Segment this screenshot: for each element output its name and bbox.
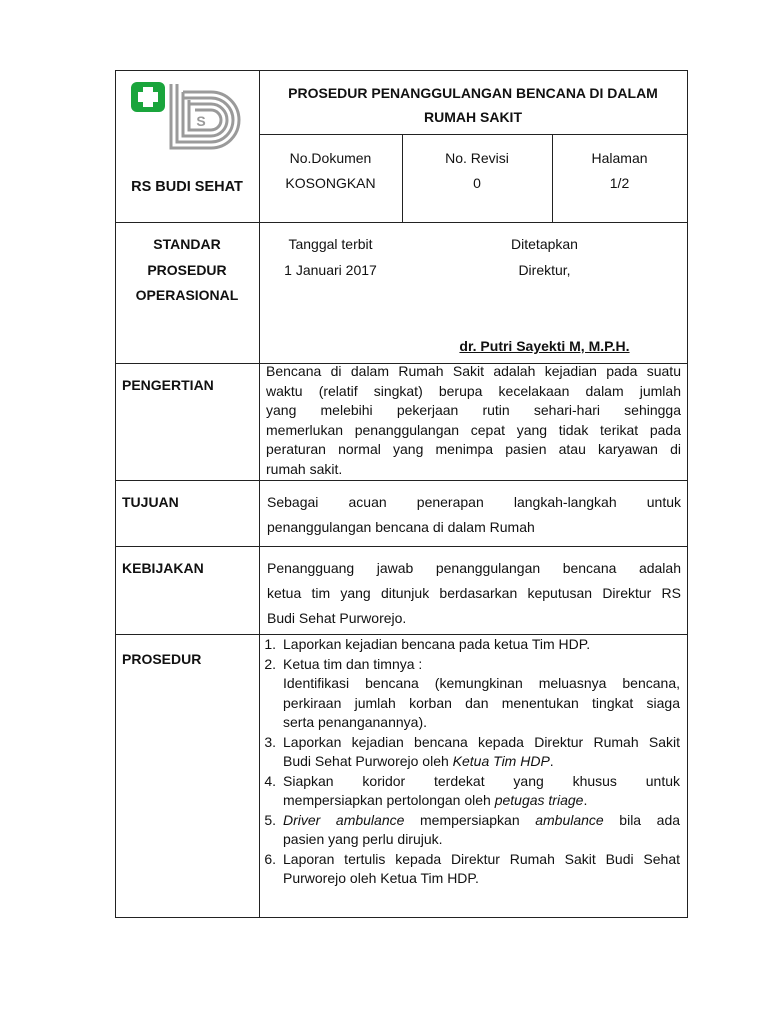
pengertian-text	[266, 362, 681, 479]
pengertian-line: rumah sakit.	[266, 460, 343, 477]
kebijakan-line: Budi Sehat Purworejo.	[267, 610, 407, 626]
page-value: 1/2	[609, 175, 630, 191]
step-line: Laporan tertulis kepada Direktur Rumah Sakit Budi Sehat	[283, 850, 680, 867]
pengertian-line: peraturan normal yang menimpa pasien atau karyawan di	[266, 441, 681, 457]
step-line: Siapkan koridor terdekat yang khusus untuk	[283, 772, 680, 789]
pengertian-line: memerlukan penanggulangan cepat yang tidak terikat pada	[266, 421, 681, 438]
sop-label-line-1: STANDAR	[153, 236, 221, 252]
rs-budi-sehat-logo-icon	[129, 78, 241, 168]
prosedur-step	[260, 733, 680, 772]
tujuan-text	[267, 493, 681, 538]
approved-role: Direktur,	[518, 262, 571, 278]
row-divider	[115, 222, 687, 223]
pengertian-line: waktu (relatif singkat) berupa kecelakaan dalam jumlah	[266, 382, 681, 399]
step-text: bila ada	[619, 811, 681, 828]
step-line: Ketua tim dan timnya :	[283, 655, 423, 672]
pengertian-line: yang melebihi pekerjaan rutin sehari-hari sehingga	[266, 402, 681, 418]
sop-label-line-2: PROSEDUR	[147, 262, 227, 278]
step-number: 4.	[264, 772, 276, 789]
pengertian-label: PENGERTIAN	[122, 377, 214, 393]
step-number: 3.	[264, 733, 276, 750]
step-italic-text: petugas triage	[494, 792, 584, 808]
step-line	[283, 752, 680, 772]
step-text: mempersiapkan	[420, 811, 520, 828]
step-number: 1.	[264, 636, 276, 652]
issue-date-value: 1 Januari 2017	[284, 262, 377, 278]
signatory-name: dr. Putri Sayekti M, M.P.H.	[459, 338, 630, 354]
prosedur-step	[260, 811, 680, 850]
document-title-line-1: PROSEDUR PENANGGULANGAN BENCANA DI DALAM	[288, 85, 658, 101]
row-divider	[115, 480, 687, 481]
revision-value: 0	[473, 175, 481, 191]
step-number: 6.	[264, 850, 276, 867]
step-line: Laporkan kejadian bencana kepada Direktur Rumah Sakit	[283, 733, 680, 750]
step-line: pasien yang perlu dirujuk.	[283, 831, 443, 847]
step-number: 5.	[264, 811, 276, 828]
kebijakan-label: KEBIJAKAN	[122, 560, 204, 576]
step-line	[283, 811, 680, 831]
page-label: Halaman	[591, 150, 648, 166]
step-line: serta penanganannya).	[283, 714, 427, 730]
prosedur-label: PROSEDUR	[122, 651, 202, 667]
step-line: Identifikasi bencana (kemungkinan meluasnya bencana,	[283, 675, 680, 691]
tujuan-label: TUJUAN	[122, 494, 179, 510]
doc-number-value: KOSONGKAN	[285, 175, 376, 191]
step-italic-text: Ketua Tim HDP	[452, 753, 550, 769]
step-line: Laporkan kejadian bencana pada ketua Tim HDP.	[283, 636, 591, 652]
hospital-name: RS BUDI SEHAT	[131, 179, 243, 195]
prosedur-step	[260, 655, 680, 733]
step-italic-text: Driver ambulance	[283, 811, 405, 828]
step-line	[283, 791, 680, 811]
title-divider	[259, 134, 687, 135]
doc-number-label: No.Dokumen	[289, 150, 372, 166]
kebijakan-text	[267, 559, 681, 629]
approved-label: Ditetapkan	[511, 236, 578, 252]
kebijakan-line: ketua tim yang ditunjuk berdasarkan keputusan Direktur RS	[267, 585, 681, 601]
pengertian-line: Bencana di dalam Rumah Sakit adalah kejadian pada suatu	[266, 363, 681, 379]
row-divider	[115, 546, 687, 547]
step-text: .	[583, 792, 588, 808]
tujuan-line: penanggulangan bencana di dalam Rumah	[267, 519, 535, 535]
step-number: 2.	[264, 655, 276, 672]
kebijakan-line: Penangguang jawab penanggulangan bencana adalah	[267, 560, 681, 576]
tujuan-line: Sebagai acuan penerapan langkah-langkah untuk	[267, 494, 681, 510]
prosedur-step	[260, 850, 680, 889]
step-italic-text: ambulance	[535, 811, 604, 828]
step-text: .	[549, 753, 554, 769]
sop-label-line-3: OPERASIONAL	[135, 287, 239, 303]
revision-label: No. Revisi	[445, 150, 509, 166]
sop-document	[115, 70, 687, 917]
document-title-line-2: RUMAH SAKIT	[424, 109, 522, 125]
prosedur-step	[260, 772, 680, 811]
svg-text:S: S	[196, 113, 206, 129]
step-line: perkiraan jumlah korban dan menentukan tingkat siaga	[283, 694, 680, 711]
step-text: Budi Sehat Purworejo oleh	[283, 753, 449, 769]
issue-date-label: Tanggal terbit	[288, 236, 373, 252]
step-line: Purworejo oleh Ketua Tim HDP.	[283, 870, 479, 886]
step-text: mempersiapkan pertolongan oleh	[283, 792, 491, 808]
prosedur-step	[260, 635, 680, 655]
